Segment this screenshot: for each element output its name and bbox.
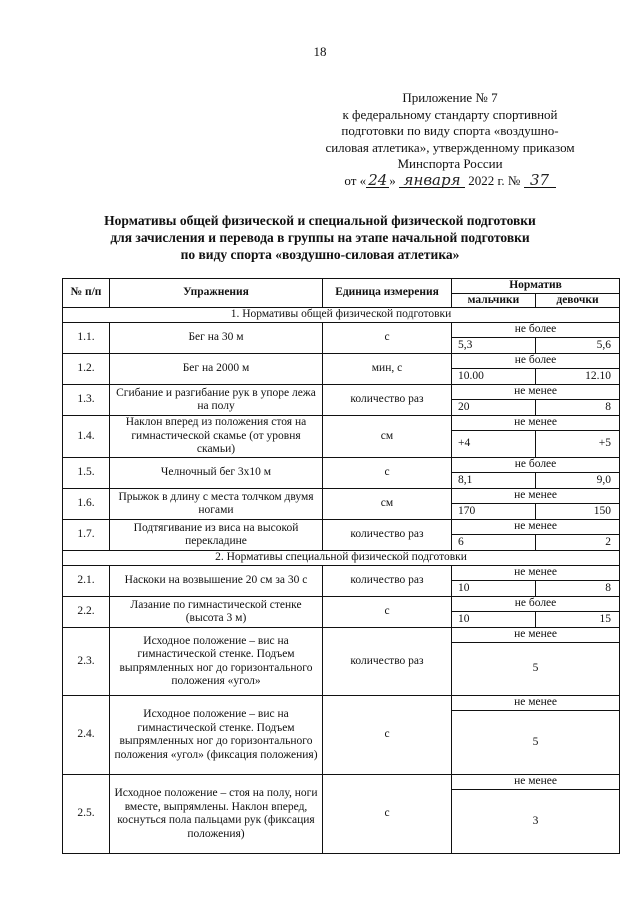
row-value-girls: 8 (536, 581, 620, 597)
row-num: 2.1. (63, 566, 110, 597)
row-unit: количество раз (323, 520, 452, 551)
row-exercise: Челночный бег 3х10 м (110, 458, 323, 489)
title-line: для зачисления и перевода в группы на этапе начальной подготовки (110, 230, 530, 245)
header-girls: девочки (536, 293, 620, 308)
table-row (63, 597, 620, 612)
row-value-both: 5 (452, 711, 620, 775)
row-num: 1.7. (63, 520, 110, 551)
appendix-line: силовая атлетика», утвержденному приказом (325, 139, 575, 155)
row-value-boys: 10 (452, 612, 536, 628)
title-line: по виду спорта «воздушно-силовая атлетика» (180, 247, 460, 262)
row-exercise: Бег на 2000 м (110, 354, 323, 385)
page-number: 18 (313, 44, 327, 59)
header-norm: Норматив (452, 279, 620, 294)
row-value-girls: 9,0 (536, 473, 620, 489)
row-value-girls: +5 (536, 431, 620, 458)
row-num: 1.2. (63, 354, 110, 385)
row-unit: см (323, 416, 452, 458)
row-exercise: Лазание по гимнастической стенке (высота 3 м) (110, 597, 323, 628)
row-condition: не более (452, 597, 620, 612)
row-unit: с (323, 696, 452, 775)
row-condition: не менее (452, 489, 620, 504)
appendix-line: Минспорта России (397, 156, 503, 171)
table-row (63, 775, 620, 790)
row-exercise: Наклон вперед из положения стоя на гимнастической скамье (от уровня скамьи) (110, 416, 323, 458)
table-row (63, 520, 620, 535)
table-row (63, 354, 620, 369)
row-condition: не менее (452, 520, 620, 535)
row-num: 2.2. (63, 597, 110, 628)
row-condition: не более (452, 323, 620, 338)
title-line: Нормативы общей физической и специальной физической подготовки (104, 213, 536, 228)
row-value-boys: 8,1 (452, 473, 536, 489)
section-title: 1. Нормативы общей физической подготовки (63, 308, 620, 323)
header-boys: мальчики (452, 293, 536, 308)
row-unit: количество раз (323, 385, 452, 416)
row-exercise: Подтягивание из виса на высокой перекладине (110, 520, 323, 551)
row-num: 2.4. (63, 696, 110, 775)
norms-table (62, 278, 620, 854)
table-row (63, 458, 620, 473)
row-num: 1.5. (63, 458, 110, 489)
document-title (0, 212, 640, 263)
row-unit: см (323, 489, 452, 520)
row-num: 1.4. (63, 416, 110, 458)
row-value-girls: 8 (536, 400, 620, 416)
row-unit: количество раз (323, 628, 452, 696)
row-unit: с (323, 458, 452, 489)
table-row (63, 385, 620, 400)
table-row (63, 628, 620, 643)
header-unit: Единица измерения (323, 279, 452, 308)
row-num: 2.3. (63, 628, 110, 696)
row-exercise: Наскоки на возвышение 20 см за 30 с (110, 566, 323, 597)
header-exercise: Упражнения (110, 279, 323, 308)
row-condition: не менее (452, 628, 620, 643)
row-num: 1.3. (63, 385, 110, 416)
handwritten-order-number: 37 (524, 174, 556, 188)
row-exercise: Исходное положение – вис на гимнастической стенке. Подъем выпрямленных ног до горизонтального положения «угол» (110, 628, 323, 696)
row-exercise: Исходное положение – вис на гимнастической стенке. Подъем выпрямленных ног до горизонтального положения «угол» (фиксация положения) (110, 696, 323, 775)
row-exercise: Прыжок в длину с места толчком двумя ногами (110, 489, 323, 520)
row-value-girls: 12.10 (536, 369, 620, 385)
row-value-boys: 10 (452, 581, 536, 597)
section-title: 2. Нормативы специальной физической подготовки (63, 551, 620, 566)
row-condition: не менее (452, 566, 620, 581)
handwritten-month: января (399, 174, 465, 188)
row-unit: с (323, 775, 452, 854)
row-num: 1.1. (63, 323, 110, 354)
row-condition: не менее (452, 416, 620, 431)
row-value-boys: 5,3 (452, 338, 536, 354)
row-value-boys: 20 (452, 400, 536, 416)
row-condition: не менее (452, 775, 620, 790)
row-condition: не менее (452, 385, 620, 400)
date-year: 2022 г. № (468, 172, 521, 188)
row-value-both: 5 (452, 643, 620, 696)
row-unit: с (323, 597, 452, 628)
appendix-line: к федеральному стандарту спортивной (342, 106, 558, 122)
table-row (63, 416, 620, 431)
row-value-girls: 2 (536, 535, 620, 551)
appendix-line: Приложение № 7 (402, 90, 498, 105)
table-row (63, 323, 620, 338)
table-row (63, 566, 620, 581)
header-num: № п/п (63, 279, 110, 308)
table-row (63, 489, 620, 504)
row-unit: с (323, 323, 452, 354)
row-unit: мин, с (323, 354, 452, 385)
row-value-girls: 15 (536, 612, 620, 628)
row-exercise: Бег на 30 м (110, 323, 323, 354)
appendix-line: подготовки по виду спорта «воздушно- (341, 123, 559, 138)
row-condition: не более (452, 458, 620, 473)
row-exercise: Сгибание и разгибание рук в упоре лежа на полу (110, 385, 323, 416)
date-mid: » (389, 172, 396, 188)
row-num: 2.5. (63, 775, 110, 854)
row-unit: количество раз (323, 566, 452, 597)
row-value-boys: 10.00 (452, 369, 536, 385)
handwritten-day: 24 (368, 170, 388, 189)
row-value-boys: 170 (452, 504, 536, 520)
row-value-girls: 5,6 (536, 338, 620, 354)
row-value-both: 3 (452, 790, 620, 854)
row-condition: не менее (452, 696, 620, 711)
row-exercise: Исходное положение – стоя на полу, ноги вместе, выпрямлены. Наклон вперед, коснуться пола пальцами рук (фиксация положения) (110, 775, 323, 854)
row-value-girls: 150 (536, 504, 620, 520)
order-date-line (300, 170, 600, 190)
row-value-boys: +4 (452, 431, 536, 458)
appendix-block (300, 90, 600, 189)
row-num: 1.6. (63, 489, 110, 520)
date-prefix: от « (344, 172, 367, 188)
row-value-boys: 6 (452, 535, 536, 551)
table-row (63, 696, 620, 711)
row-condition: не более (452, 354, 620, 369)
